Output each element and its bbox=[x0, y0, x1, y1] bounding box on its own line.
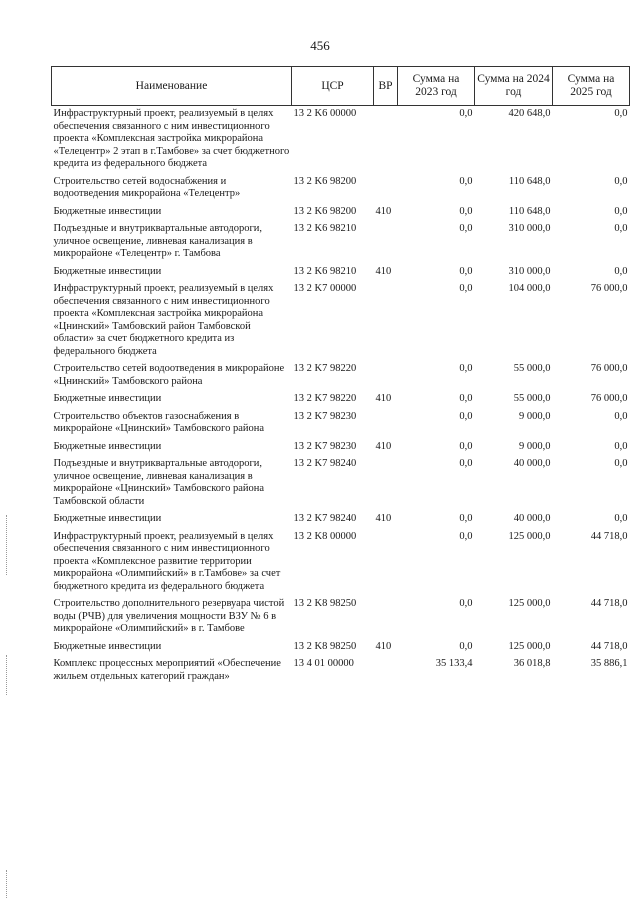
row-csr: 13 2 K7 98230 bbox=[293, 440, 357, 452]
row-sum-2024: 110 648,0 bbox=[508, 205, 551, 217]
row-name: Инфраструктурный проект, реализуемый в целях обеспечения связанного с ним инвестиционного проекта «Комплексная застройка микрорайона «Телецентр» 2 этап в г.Тамбове» за счет бюджетного кредита из федерального бюджета bbox=[53, 108, 290, 169]
row-vr bbox=[374, 221, 398, 264]
row-sum-2023: 0,0 bbox=[459, 410, 473, 422]
table-row bbox=[52, 409, 630, 439]
row-csr: 13 2 K7 00000 bbox=[293, 283, 357, 294]
row-vr: 410 bbox=[375, 440, 392, 452]
row-sum-2024: 55 000,0 bbox=[513, 363, 551, 374]
table-row bbox=[52, 106, 630, 174]
row-name: Бюджетные инвестиции bbox=[53, 393, 162, 404]
row-sum-2025: 0,0 bbox=[614, 440, 628, 452]
row-vr bbox=[374, 174, 398, 204]
row-sum-2023: 0,0 bbox=[459, 640, 473, 652]
row-sum-2025: 76 000,0 bbox=[590, 283, 628, 294]
row-csr: 13 2 K7 98230 bbox=[293, 410, 357, 422]
row-sum-2025: 44 718,0 bbox=[590, 530, 628, 542]
row-sum-2023: 0,0 bbox=[459, 283, 473, 294]
row-sum-2025: 44 718,0 bbox=[590, 640, 628, 652]
row-sum-2025: 0,0 bbox=[614, 513, 628, 524]
table-row bbox=[52, 596, 630, 639]
row-sum-2023: 0,0 bbox=[459, 175, 473, 187]
row-sum-2025: 44 718,0 bbox=[590, 598, 628, 609]
table-row bbox=[52, 656, 630, 686]
table-row bbox=[52, 511, 630, 529]
row-sum-2024: 310 000,0 bbox=[508, 265, 551, 277]
row-csr: 13 2 K7 98240 bbox=[293, 458, 357, 469]
row-sum-2023: 0,0 bbox=[459, 265, 473, 277]
row-name: Бюджетные инвестиции bbox=[53, 265, 162, 277]
row-sum-2024: 310 000,0 bbox=[508, 223, 551, 234]
row-csr: 13 2 K7 98240 bbox=[293, 513, 357, 524]
margin-mark bbox=[6, 655, 9, 695]
row-sum-2025: 0,0 bbox=[614, 205, 628, 217]
row-vr: 410 bbox=[375, 393, 392, 404]
row-csr: 13 2 K6 98200 bbox=[293, 205, 357, 217]
table-row bbox=[52, 264, 630, 282]
row-sum-2025: 0,0 bbox=[614, 265, 628, 277]
row-vr bbox=[374, 596, 398, 639]
row-sum-2023: 0,0 bbox=[459, 598, 473, 609]
row-sum-2025: 0,0 bbox=[614, 410, 628, 422]
row-sum-2024: 125 000,0 bbox=[508, 640, 551, 652]
row-csr: 13 2 K6 00000 bbox=[293, 108, 357, 119]
row-name: Строительство сетей водоснабжения и водоотведения микрорайона «Телецентр» bbox=[53, 175, 241, 199]
table-row bbox=[52, 174, 630, 204]
table-row bbox=[52, 639, 630, 657]
row-csr: 13 2 K8 00000 bbox=[293, 530, 357, 542]
row-sum-2024: 9 000,0 bbox=[519, 440, 551, 452]
table-row bbox=[52, 529, 630, 597]
row-sum-2023: 0,0 bbox=[459, 108, 473, 119]
row-name: Бюджетные инвестиции bbox=[53, 440, 162, 452]
row-sum-2024: 36 018,8 bbox=[513, 658, 551, 669]
row-csr: 13 2 K7 98220 bbox=[293, 393, 357, 404]
row-sum-2025: 0,0 bbox=[614, 223, 628, 234]
table-row bbox=[52, 391, 630, 409]
row-sum-2023: 0,0 bbox=[459, 363, 473, 374]
budget-table bbox=[51, 66, 630, 686]
row-sum-2023: 0,0 bbox=[459, 440, 473, 452]
row-sum-2024: 104 000,0 bbox=[508, 283, 551, 294]
header-sum-2024: Сумма на 2024 год bbox=[475, 67, 553, 106]
row-vr bbox=[374, 281, 398, 361]
row-csr: 13 2 K7 98220 bbox=[293, 363, 357, 374]
row-name: Инфраструктурный проект, реализуемый в целях обеспечения связанного с ним инвестиционного проекта «Комплексное развитие территории микрорайона «Олимпийский» в г.Тамбове» за счет бюджетного кредита из федерального бюджета bbox=[53, 530, 281, 592]
row-csr: 13 2 K6 98210 bbox=[293, 223, 357, 234]
row-vr bbox=[374, 409, 398, 439]
table-header-row bbox=[52, 67, 630, 106]
row-sum-2025: 0,0 bbox=[614, 108, 628, 119]
table-row bbox=[52, 439, 630, 457]
row-sum-2023: 0,0 bbox=[459, 458, 473, 469]
page-number: 456 bbox=[310, 38, 330, 53]
row-vr: 410 bbox=[375, 205, 392, 217]
header-name: Наименование bbox=[52, 67, 292, 106]
row-vr bbox=[374, 456, 398, 511]
row-vr: 410 bbox=[375, 265, 392, 277]
row-csr: 13 2 K8 98250 bbox=[293, 640, 357, 652]
row-sum-2024: 9 000,0 bbox=[519, 410, 551, 422]
row-sum-2025: 0,0 bbox=[614, 458, 628, 469]
row-sum-2023: 0,0 bbox=[459, 205, 473, 217]
row-sum-2024: 110 648,0 bbox=[508, 175, 551, 187]
margin-mark bbox=[6, 515, 9, 575]
table-row bbox=[52, 281, 630, 361]
row-sum-2023: 35 133,4 bbox=[435, 658, 473, 669]
row-name: Строительство сетей водоотведения в микрорайоне «Цнинский» Тамбовского района bbox=[53, 363, 285, 387]
header-csr: ЦСР bbox=[292, 67, 374, 106]
row-csr: 13 2 K6 98210 bbox=[293, 265, 357, 277]
row-name: Строительство дополнительного резервуара чистой воды (РЧВ) для увеличения мощности ВЗУ № 6 в микрорайоне «Олимпийский» в г. Тамбове bbox=[53, 598, 285, 634]
row-sum-2024: 125 000,0 bbox=[508, 598, 551, 609]
margin-mark bbox=[6, 870, 9, 898]
row-sum-2025: 0,0 bbox=[614, 175, 628, 187]
row-sum-2024: 40 000,0 bbox=[513, 458, 551, 469]
row-sum-2024: 125 000,0 bbox=[508, 530, 551, 542]
row-name: Комплекс процессных мероприятий «Обеспечение жильем отдельных категорий граждан» bbox=[53, 658, 281, 682]
row-vr: 410 bbox=[375, 513, 392, 524]
row-sum-2024: 40 000,0 bbox=[513, 513, 551, 524]
row-vr: 410 bbox=[375, 640, 392, 652]
row-name: Бюджетные инвестиции bbox=[53, 205, 162, 217]
row-csr: 13 2 K8 98250 bbox=[293, 598, 357, 609]
row-sum-2023: 0,0 bbox=[459, 393, 473, 404]
row-csr: 13 2 K6 98200 bbox=[293, 175, 357, 187]
row-sum-2025: 35 886,1 bbox=[590, 658, 628, 669]
row-sum-2023: 0,0 bbox=[459, 513, 473, 524]
table-row bbox=[52, 221, 630, 264]
row-vr bbox=[374, 361, 398, 391]
row-sum-2023: 0,0 bbox=[459, 223, 473, 234]
row-sum-2024: 420 648,0 bbox=[508, 108, 551, 119]
table-row bbox=[52, 204, 630, 222]
row-csr: 13 4 01 00000 bbox=[293, 658, 354, 669]
row-vr bbox=[374, 529, 398, 597]
row-vr bbox=[374, 106, 398, 174]
row-sum-2025: 76 000,0 bbox=[590, 393, 628, 404]
row-sum-2023: 0,0 bbox=[459, 530, 473, 542]
row-vr bbox=[374, 656, 398, 686]
row-name: Бюджетные инвестиции bbox=[53, 513, 162, 524]
row-sum-2024: 55 000,0 bbox=[513, 393, 551, 404]
header-sum-2023: Сумма на 2023 год bbox=[398, 67, 475, 106]
row-name: Подъездные и внутриквартальные автодороги, уличное освещение, ливневая канализация в микрорайоне «Телецентр» г. Тамбова bbox=[53, 223, 263, 259]
row-sum-2025: 76 000,0 bbox=[590, 363, 628, 374]
header-vr: ВР bbox=[374, 67, 398, 106]
row-name: Подъездные и внутриквартальные автодороги, уличное освещение, ливневая канализация в микрорайоне «Цнинский» Тамбовского района Тамбовской области bbox=[53, 458, 265, 507]
table-row bbox=[52, 361, 630, 391]
row-name: Бюджетные инвестиции bbox=[53, 640, 162, 652]
row-name: Строительство объектов газоснабжения в микрорайоне «Цнинский» Тамбовского района bbox=[53, 410, 265, 434]
header-sum-2025: Сумма на 2025 год bbox=[553, 67, 630, 106]
row-name: Инфраструктурный проект, реализуемый в целях обеспечения связанного с ним инвестиционного проекта «Комплексная застройка микрорайона «Цнинский» Тамбовский район Тамбовской области» за счет бюджетного кредита из федерального бюджета bbox=[53, 283, 274, 357]
table-row bbox=[52, 456, 630, 511]
